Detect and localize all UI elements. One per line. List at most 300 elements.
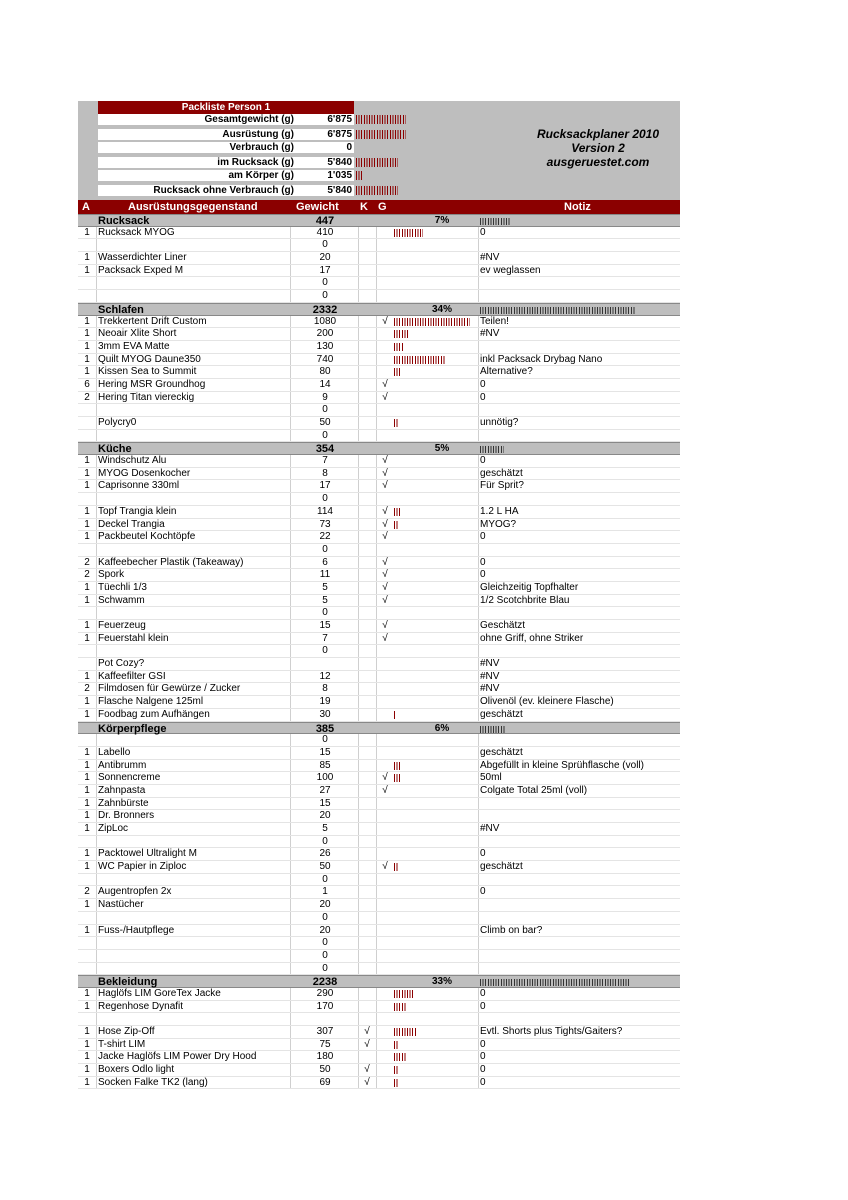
item-note: Gleichzeitig Topfhalter: [480, 581, 579, 593]
item-name: MYOG Dosenkocher: [98, 467, 191, 479]
item-g-check: √: [382, 378, 388, 390]
item-count: 1: [84, 620, 90, 631]
item-row: [78, 404, 680, 417]
item-row: [78, 595, 680, 608]
item-name: Kaffeefilter GSI: [98, 670, 166, 682]
item-weight-bar: [394, 762, 400, 770]
item-row: [78, 912, 680, 925]
item-note: 0: [480, 391, 486, 403]
item-name: Packtowel Ultralight M: [98, 848, 197, 860]
item-count: 1: [84, 670, 90, 682]
summary-value: 5'840: [327, 185, 352, 196]
item-row: [78, 366, 680, 379]
item-note: 0: [480, 1064, 486, 1076]
item-note: ev weglassen: [480, 264, 541, 276]
item-count: 1: [84, 455, 90, 467]
item-name: Antibrumm: [98, 759, 147, 771]
item-note: Colgate Total 25ml (voll): [480, 784, 588, 796]
item-row: [78, 823, 680, 836]
item-weight-bar: [394, 508, 402, 516]
item-note: #NV: [480, 252, 500, 264]
item-count: 1: [84, 366, 90, 378]
summary-row: [98, 170, 354, 181]
item-note: unnötig?: [480, 417, 519, 428]
item-weight: 17: [319, 480, 331, 492]
summary-panel: [78, 101, 680, 200]
item-row: [78, 798, 680, 811]
item-row: [78, 328, 680, 341]
category-name: Körperpflege: [98, 722, 167, 735]
category-name: Schlafen: [98, 303, 144, 316]
item-weight: 75: [319, 1038, 331, 1050]
item-row: [78, 239, 680, 252]
item-note: Abgefüllt in kleine Sprühflasche (voll): [480, 759, 644, 771]
item-row: [78, 963, 680, 976]
item-note: Evtl. Shorts plus Tights/Gaiters?: [480, 1026, 623, 1037]
item-weight-bar: [394, 330, 408, 338]
item-count: 1: [84, 784, 90, 796]
item-name: Spork: [98, 569, 125, 581]
item-name: Foodbag zum Aufhängen: [98, 708, 210, 720]
item-count: 1: [84, 518, 90, 530]
item-name: Trekkertent Drift Custom: [98, 315, 207, 327]
item-weight: 20: [319, 252, 331, 264]
item-weight: 17: [319, 264, 331, 276]
item-name: T-shirt LIM: [98, 1038, 146, 1050]
item-count: 1: [84, 772, 90, 784]
item-name: ZipLoc: [98, 823, 129, 834]
category-total: 447: [315, 215, 335, 227]
item-note: Für Sprit?: [480, 480, 524, 492]
item-note: geschätzt: [480, 708, 523, 720]
category-bar: [480, 979, 630, 986]
item-weight: 180: [316, 1051, 334, 1063]
item-k-check: √: [364, 1026, 370, 1037]
item-weight: 80: [319, 366, 331, 378]
item-row: [78, 937, 680, 950]
item-row: [78, 519, 680, 532]
item-count: 1: [84, 315, 90, 327]
item-count: 1: [84, 987, 90, 999]
item-g-check: √: [382, 632, 388, 644]
item-weight: 290: [316, 987, 334, 999]
item-weight: 11: [319, 569, 331, 581]
item-name: Flasche Nalgene 125ml: [98, 696, 204, 708]
item-g-check: √: [382, 391, 388, 403]
category-total: 2332: [312, 303, 338, 316]
item-row: [78, 848, 680, 861]
item-row: [78, 645, 680, 658]
item-weight: 0: [322, 949, 328, 961]
item-g-check: √: [382, 505, 388, 517]
item-weight: 20: [319, 899, 331, 911]
item-row: [78, 227, 680, 240]
item-count: 1: [84, 264, 90, 276]
item-note: geschätzt: [480, 861, 523, 873]
item-weight: 170: [316, 1000, 334, 1012]
item-weight: 1080: [313, 315, 337, 327]
item-count: 1: [84, 746, 90, 758]
item-name: Pot Cozy?: [98, 658, 145, 670]
item-weight: 0: [322, 645, 328, 657]
item-weight: 130: [316, 340, 334, 352]
item-weight: 20: [319, 924, 331, 936]
item-count: 1: [84, 924, 90, 936]
item-g-check: √: [382, 594, 388, 606]
item-name: Quilt MYOG Daune350: [98, 353, 201, 365]
item-name: Caprisonne 330ml: [98, 480, 180, 492]
item-row: [78, 1001, 680, 1014]
item-weight-bar: [394, 711, 396, 719]
item-weight: 14: [319, 378, 331, 390]
summary-bar: [356, 130, 406, 139]
item-count: 1: [84, 1064, 90, 1076]
item-weight-bar: [394, 1028, 416, 1036]
item-weight: 0: [322, 429, 328, 441]
item-weight: 85: [319, 759, 331, 771]
item-count: 1: [84, 467, 90, 479]
item-count: 1: [84, 1076, 90, 1088]
item-row: [78, 760, 680, 773]
item-weight: 0: [322, 734, 328, 746]
category-row: [78, 303, 680, 316]
summary-title: Packliste Person 1: [98, 101, 354, 114]
category-percent: 6%: [434, 722, 450, 734]
item-note: 0: [480, 1000, 486, 1012]
item-weight: 307: [316, 1026, 334, 1037]
item-note: #NV: [480, 823, 500, 834]
item-name: Polycry0: [98, 417, 137, 428]
category-percent: 5%: [434, 443, 450, 455]
category-bar: [480, 218, 510, 225]
item-note: 0: [480, 531, 486, 543]
item-weight: 73: [319, 518, 331, 530]
item-name: Packbeutel Kochtöpfe: [98, 531, 196, 543]
item-g-check: √: [382, 315, 388, 327]
item-count: 1: [84, 531, 90, 543]
summary-value: 1'035: [327, 170, 352, 181]
item-row: [78, 734, 680, 747]
item-row: [78, 785, 680, 798]
summary-label: Gesamtgewicht (g): [204, 114, 294, 125]
item-row: [78, 696, 680, 709]
item-row: [78, 633, 680, 646]
item-k-check: √: [364, 1038, 370, 1050]
item-row: [78, 709, 680, 722]
item-count: 1: [84, 594, 90, 606]
item-name: Zahnbürste: [98, 797, 149, 809]
item-row: [78, 252, 680, 265]
item-row: [78, 265, 680, 278]
item-name: Regenhose Dynafit: [98, 1000, 184, 1012]
category-row: [78, 975, 680, 988]
item-g-check: √: [382, 467, 388, 479]
brand-site: ausgeruestet.com: [546, 155, 650, 169]
item-row: [78, 1039, 680, 1052]
summary-label: am Körper (g): [228, 170, 294, 181]
item-note: geschätzt: [480, 746, 523, 758]
summary-row: [98, 157, 354, 168]
item-count: 1: [84, 1051, 90, 1063]
item-g-check: √: [382, 531, 388, 543]
item-count: 1: [84, 252, 90, 264]
item-weight: 0: [322, 543, 328, 555]
col-item: Ausrüstungsgegenstand: [128, 201, 258, 213]
item-weight-bar: [394, 1066, 398, 1074]
item-row: [78, 569, 680, 582]
item-name: Filmdosen für Gewürze / Zucker: [98, 683, 241, 695]
item-name: Feuerzeug: [98, 620, 146, 631]
item-name: Rucksack MYOG: [98, 226, 175, 238]
item-name: Windschutz Alu: [98, 455, 167, 467]
item-row: [78, 506, 680, 519]
item-count: 1: [84, 353, 90, 365]
item-note: Geschätzt: [480, 620, 526, 631]
category-bar: [480, 726, 506, 733]
item-count: 1: [84, 861, 90, 873]
item-name: Augentropfen 2x: [98, 886, 172, 898]
item-note: geschätzt: [480, 467, 523, 479]
item-count: 1: [84, 1000, 90, 1012]
item-weight-bar: [394, 774, 401, 782]
summary-row: [98, 185, 354, 196]
item-row: [78, 1013, 680, 1026]
summary-row: [98, 114, 354, 125]
item-count: 1: [84, 797, 90, 809]
col-k: K: [360, 201, 368, 213]
item-weight: 8: [322, 683, 328, 695]
summary-value: 6'875: [327, 129, 352, 140]
item-count: 6: [84, 378, 90, 390]
item-note: 0: [480, 378, 486, 390]
category-total: 385: [315, 722, 335, 735]
item-count: 1: [84, 340, 90, 352]
category-row: [78, 722, 680, 735]
item-weight: 0: [322, 937, 328, 949]
item-weight: 1: [322, 886, 328, 898]
item-name: Fuss-/Hautpflege: [98, 924, 175, 936]
item-count: 1: [84, 1038, 90, 1050]
item-note: #NV: [480, 328, 500, 340]
summary-label: Verbrauch (g): [229, 142, 294, 153]
summary-row: [98, 142, 354, 153]
item-row: [78, 1051, 680, 1064]
item-count: 1: [84, 328, 90, 340]
item-count: 2: [84, 391, 90, 403]
column-header: [78, 200, 680, 214]
item-row: [78, 277, 680, 290]
item-name: Sonnencreme: [98, 772, 161, 784]
item-row: [78, 988, 680, 1001]
item-weight: 0: [322, 493, 328, 505]
item-row: [78, 836, 680, 849]
item-note: #NV: [480, 670, 500, 682]
item-name: Schwamm: [98, 594, 145, 606]
item-row: [78, 874, 680, 887]
item-count: 1: [84, 1026, 90, 1037]
item-g-check: √: [382, 455, 388, 467]
item-row: [78, 582, 680, 595]
item-count: 2: [84, 556, 90, 568]
category-total: 2238: [312, 976, 338, 989]
item-weight: 0: [322, 962, 328, 974]
item-name: Nastücher: [98, 899, 144, 911]
item-weight: 0: [322, 911, 328, 923]
item-row: [78, 772, 680, 785]
item-note: Olivenöl (ev. kleinere Flasche): [480, 696, 614, 708]
item-weight: 15: [319, 797, 331, 809]
item-weight: 0: [322, 239, 328, 251]
item-weight: 740: [316, 353, 334, 365]
item-row: [78, 493, 680, 506]
summary-value: 5'840: [327, 157, 352, 168]
col-a: A: [82, 201, 90, 213]
col-g: G: [378, 201, 387, 213]
item-k-check: √: [364, 1076, 370, 1088]
item-count: 1: [84, 505, 90, 517]
brand-block: [498, 127, 698, 169]
item-name: 3mm EVA Matte: [98, 340, 170, 352]
item-count: 1: [84, 696, 90, 708]
category-total: 354: [315, 443, 335, 456]
item-note: #NV: [480, 683, 500, 695]
item-note: 1.2 L HA: [480, 505, 519, 517]
item-weight-bar: [394, 356, 446, 364]
item-row: [78, 430, 680, 443]
item-weight-bar: [394, 318, 470, 326]
item-weight: 5: [322, 581, 328, 593]
item-count: 1: [84, 632, 90, 644]
item-name: Wasserdichter Liner: [98, 252, 187, 264]
item-name: Dr. Bronners: [98, 810, 155, 822]
item-name: Jacke Haglöfs LIM Power Dry Hood: [98, 1051, 257, 1063]
item-weight: 5: [322, 594, 328, 606]
item-count: 2: [84, 569, 90, 581]
item-name: Topf Trangia klein: [98, 505, 177, 517]
item-row: [78, 392, 680, 405]
item-weight: 0: [322, 873, 328, 885]
item-name: Labello: [98, 746, 131, 758]
item-k-check: √: [364, 1064, 370, 1076]
item-weight: 27: [319, 784, 331, 796]
item-weight: 22: [319, 531, 331, 543]
col-note: Notiz: [564, 201, 591, 213]
item-note: 0: [480, 848, 486, 860]
item-row: [78, 950, 680, 963]
item-weight: 0: [322, 835, 328, 847]
brand-version: Version 2: [571, 141, 625, 155]
item-note: 0: [480, 1051, 486, 1063]
item-note: MYOG?: [480, 518, 517, 530]
item-name: Tüechli 1/3: [98, 581, 147, 593]
item-note: 0: [480, 226, 486, 238]
brand-title: Rucksackplaner 2010: [536, 127, 660, 141]
item-name: Hose Zip-Off: [98, 1026, 155, 1037]
item-count: 1: [84, 823, 90, 834]
item-weight-bar: [394, 1041, 399, 1049]
item-weight: 50: [319, 861, 331, 873]
item-row: [78, 683, 680, 696]
item-note: 0: [480, 556, 486, 568]
item-note: inkl Packsack Drybag Nano: [480, 353, 603, 365]
item-weight: 8: [322, 467, 328, 479]
item-weight: 5: [322, 823, 328, 834]
item-weight: 12: [319, 670, 331, 682]
item-count: 1: [84, 899, 90, 911]
item-weight: 0: [322, 290, 328, 302]
item-weight-bar: [394, 368, 400, 376]
item-weight-bar: [394, 343, 403, 351]
category-name: Bekleidung: [98, 976, 158, 989]
item-note: 0: [480, 455, 486, 467]
summary-bar: [356, 115, 406, 124]
item-row: [78, 810, 680, 823]
item-weight: 410: [316, 226, 334, 238]
item-count: 2: [84, 886, 90, 898]
item-row: [78, 468, 680, 481]
category-bar: [480, 446, 504, 453]
summary-row: [98, 129, 354, 140]
item-g-check: √: [382, 581, 388, 593]
item-note: 0: [480, 987, 486, 999]
item-name: Packsack Exped M: [98, 264, 184, 276]
item-row: [78, 620, 680, 633]
item-note: 1/2 Scotchbrite Blau: [480, 594, 570, 606]
summary-value: 6'875: [327, 114, 352, 125]
item-g-check: √: [382, 556, 388, 568]
packing-sheet: [78, 101, 680, 1089]
item-name: Zahnpasta: [98, 784, 146, 796]
item-count: 1: [84, 810, 90, 822]
item-table: [78, 214, 680, 1089]
item-row: [78, 290, 680, 303]
item-row: [78, 417, 680, 430]
item-row: [78, 557, 680, 570]
item-weight: 19: [319, 696, 331, 708]
item-g-check: √: [382, 480, 388, 492]
category-row: [78, 214, 680, 227]
item-row: [78, 455, 680, 468]
summary-label: im Rucksack (g): [217, 157, 294, 168]
item-note: #NV: [480, 658, 500, 670]
item-row: [78, 1026, 680, 1039]
item-note: 50ml: [480, 772, 502, 784]
item-row: [78, 316, 680, 329]
item-count: 1: [84, 581, 90, 593]
item-weight: 7: [322, 455, 328, 467]
item-weight: 7: [322, 632, 328, 644]
category-bar: [480, 307, 636, 314]
item-weight-bar: [394, 990, 414, 998]
item-note: Teilen!: [480, 315, 509, 327]
item-note: Alternative?: [480, 366, 533, 378]
item-row: [78, 671, 680, 684]
item-row: [78, 1064, 680, 1077]
item-count: 1: [84, 708, 90, 720]
item-weight: 20: [319, 810, 331, 822]
item-g-check: √: [382, 620, 388, 631]
item-count: 1: [84, 759, 90, 771]
item-weight-bar: [394, 1003, 406, 1011]
item-weight: 15: [319, 620, 331, 631]
item-row: [78, 544, 680, 557]
item-g-check: √: [382, 784, 388, 796]
item-note: 0: [480, 886, 486, 898]
category-percent: 33%: [431, 976, 452, 988]
item-weight: 0: [322, 277, 328, 289]
item-g-check: √: [382, 772, 388, 784]
item-note: Climb on bar?: [480, 924, 543, 936]
